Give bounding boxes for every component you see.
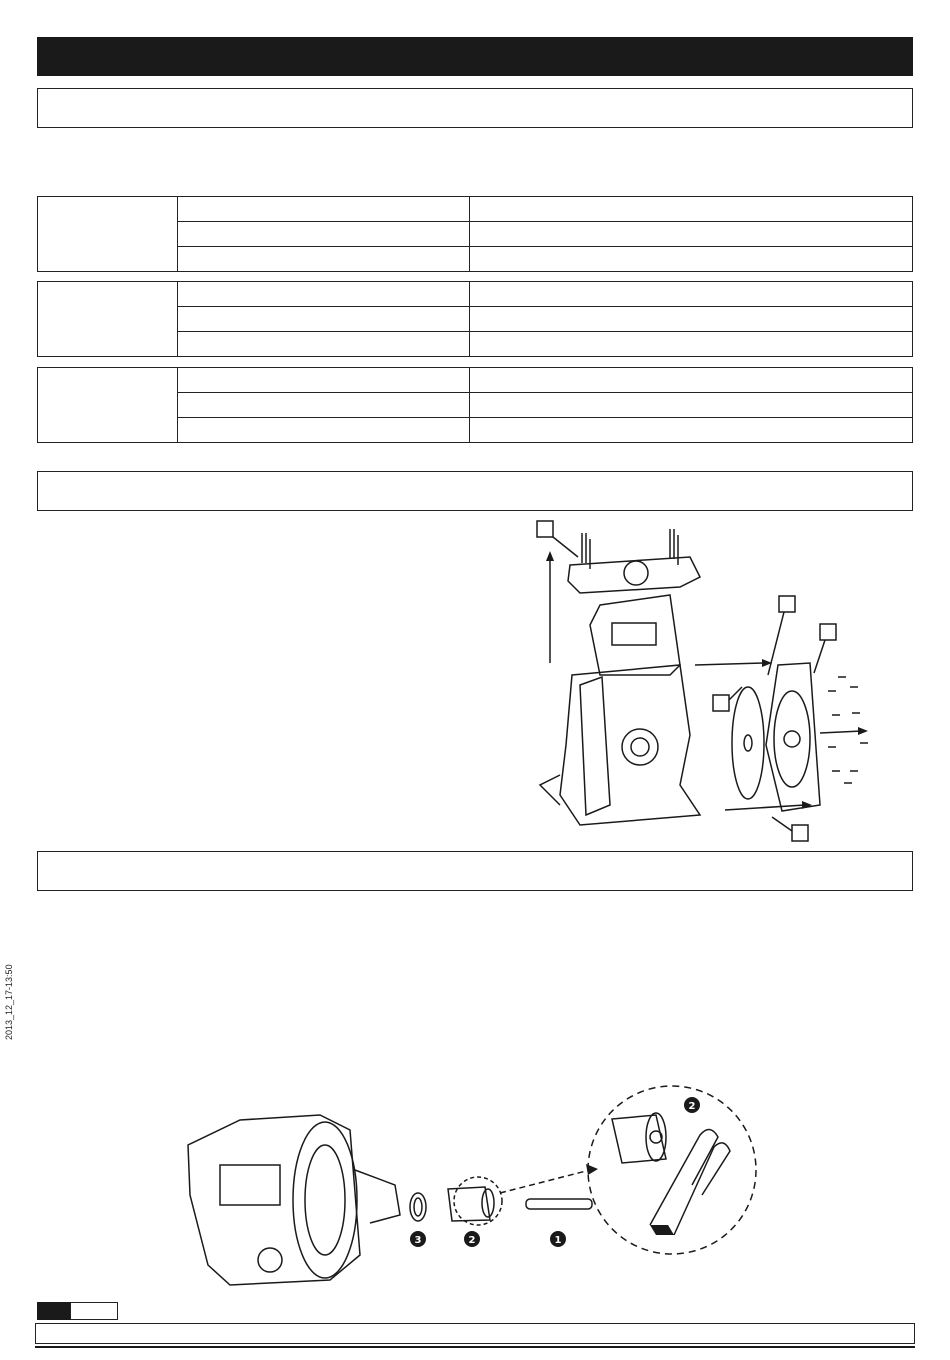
table-group-cell xyxy=(38,282,178,357)
svg-text:3: 3 xyxy=(414,1235,422,1246)
table-cell xyxy=(470,222,913,247)
callout-badge-2 xyxy=(464,1231,480,1247)
spec-table-3 xyxy=(37,367,913,443)
pump-exploded-diagram xyxy=(520,515,880,845)
table-cell xyxy=(178,332,470,357)
page-number-tab xyxy=(37,1302,71,1320)
spec-table-1 xyxy=(37,196,913,272)
table-cell xyxy=(470,247,913,272)
svg-text:2: 2 xyxy=(468,1235,476,1246)
callout-box xyxy=(792,825,808,841)
table-cell xyxy=(470,307,913,332)
table-cell xyxy=(178,247,470,272)
table-row xyxy=(38,197,913,222)
table-cell xyxy=(470,282,913,307)
callout-badge-3 xyxy=(410,1231,426,1247)
callout-box xyxy=(779,596,795,612)
section-heading-box-1 xyxy=(37,88,913,128)
table-cell xyxy=(178,393,470,418)
callout-badge-1 xyxy=(550,1231,566,1247)
callout-box xyxy=(820,624,836,640)
table-cell xyxy=(178,418,470,443)
table-cell xyxy=(178,307,470,332)
table-group-cell xyxy=(38,368,178,443)
spec-table-2 xyxy=(37,281,913,357)
footer-rule xyxy=(35,1346,915,1348)
table-cell xyxy=(178,368,470,393)
table-row xyxy=(38,282,913,307)
table-cell xyxy=(470,197,913,222)
table-cell xyxy=(178,282,470,307)
table-cell xyxy=(470,393,913,418)
callout-box xyxy=(713,695,729,711)
table-group-cell xyxy=(38,197,178,272)
section-heading-box-3 xyxy=(37,851,913,891)
callout-box xyxy=(537,521,553,537)
svg-text:1: 1 xyxy=(554,1235,562,1246)
shaft-removal-diagram xyxy=(180,1075,760,1295)
table-row xyxy=(38,368,913,393)
section-heading-box-2 xyxy=(37,471,913,511)
page-number-box xyxy=(70,1302,118,1320)
svg-text:2: 2 xyxy=(688,1101,696,1112)
print-timestamp: 2013_12_17-13:50 xyxy=(4,964,14,1040)
table-cell xyxy=(470,332,913,357)
table-cell xyxy=(470,418,913,443)
detail-badge-2 xyxy=(684,1097,700,1113)
table-cell xyxy=(178,197,470,222)
page-title-bar xyxy=(37,37,913,76)
table-cell xyxy=(178,222,470,247)
footer-box xyxy=(35,1323,915,1344)
table-cell xyxy=(470,368,913,393)
